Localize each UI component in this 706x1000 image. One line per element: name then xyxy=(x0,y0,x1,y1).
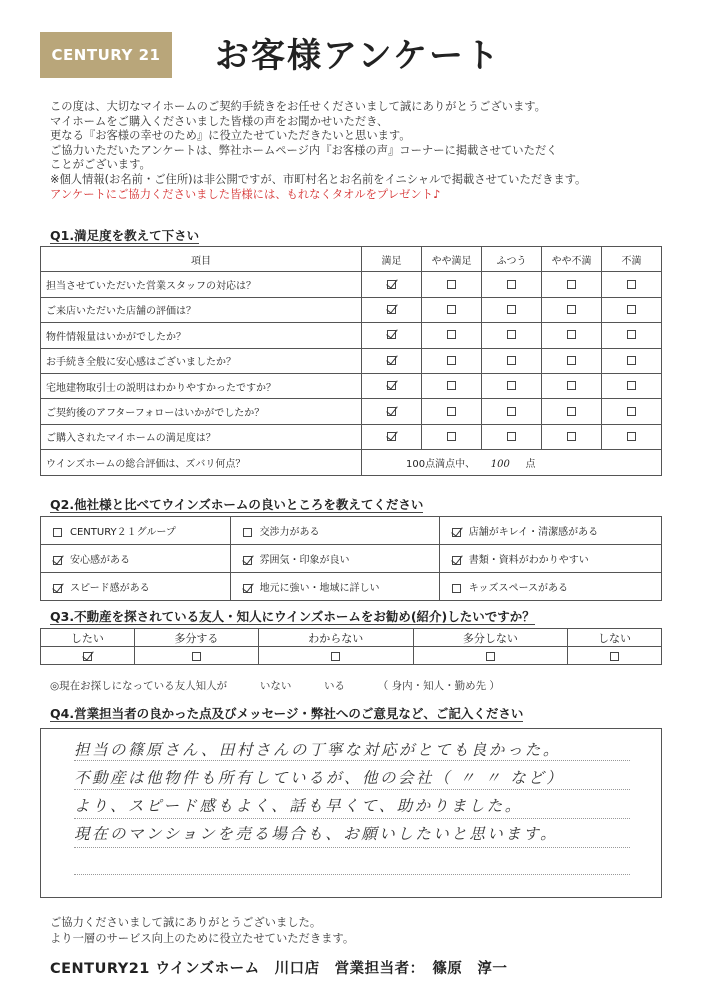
intro-line: 更なる『お客様の幸せのため』に役立たせていただきたいと思います。 xyxy=(50,129,411,143)
q1-checkbox[interactable] xyxy=(507,407,516,416)
q2-checkbox[interactable] xyxy=(452,556,461,565)
q1-cell xyxy=(362,323,422,348)
q1-checkbox[interactable] xyxy=(567,330,576,339)
q2-checkbox[interactable] xyxy=(53,584,62,593)
q1-header: やや不満 xyxy=(542,247,602,272)
handwritten-line: より、スピード感もよく、話も早くて、助かりました。 xyxy=(74,797,523,815)
q2-option[interactable] xyxy=(41,573,231,601)
q3-checkbox-row xyxy=(41,647,662,665)
q1-checkbox[interactable] xyxy=(447,330,456,339)
q2-checkbox[interactable] xyxy=(243,556,252,565)
q1-cell xyxy=(482,424,542,449)
q3-checkbox[interactable] xyxy=(610,652,619,661)
q2-checkbox[interactable] xyxy=(243,528,252,537)
q1-cell xyxy=(422,272,482,297)
towel-present-notice: アンケートにご協力くださいました皆様には、もれなくタオルをプレゼント♪ xyxy=(50,187,441,201)
intro-line: この度は、大切なマイホームのご契約手続きをお任せくださいまして誠にありがとうございます。 xyxy=(50,100,546,113)
q1-cell xyxy=(362,272,422,297)
score-suffix: 点 xyxy=(525,458,536,470)
q1-checkbox[interactable] xyxy=(447,280,456,289)
q1-score-row xyxy=(41,450,662,475)
q1-row-label: ご契約後のアフターフォローはいかがでしたか？ xyxy=(41,399,362,424)
q1-cell xyxy=(422,399,482,424)
q1-row xyxy=(41,424,662,449)
q1-checkbox[interactable] xyxy=(447,305,456,314)
q2-option[interactable] xyxy=(439,517,661,545)
q2-option-label: 地元に強い・地域に詳しい xyxy=(259,583,380,594)
q1-cell xyxy=(602,297,662,322)
intro-line: ご協力いただいたアンケートは、弊社ホームページ内『お客様の声』コーナーに掲載させていただく xyxy=(50,143,558,157)
q1-checkbox[interactable] xyxy=(507,280,516,289)
score-prefix: 100点満点中、 xyxy=(406,458,476,470)
q1-cell xyxy=(422,297,482,322)
q2-option-label: CENTURY２１グループ xyxy=(70,527,176,538)
q1-checkbox[interactable] xyxy=(507,381,516,390)
q1-cell xyxy=(362,424,422,449)
q1-row-label: 物件情報量はいかがでしたか？ xyxy=(41,323,362,348)
q1-row-label: ご購入されたマイホームの満足度は？ xyxy=(41,424,362,449)
q1-cell xyxy=(602,323,662,348)
q1-checkbox[interactable] xyxy=(387,305,396,314)
q1-checkbox[interactable] xyxy=(447,407,456,416)
intro-line: ※個人情報(お名前・ご住所)は非公開ですが、市町村名とお名前をイニシャルで掲載させていただきます。 xyxy=(50,172,587,186)
q1-cell xyxy=(542,323,602,348)
q3-cell xyxy=(413,647,568,665)
q2-option[interactable] xyxy=(230,545,439,573)
q1-checkbox[interactable] xyxy=(507,330,516,339)
friend-yes-option[interactable]: いる xyxy=(324,680,346,692)
q2-option-label: キッズスペースがある xyxy=(468,583,569,594)
dotted-line xyxy=(74,874,630,875)
q2-checkbox[interactable] xyxy=(452,528,461,537)
intro-line: マイホームをご購入くださいました皆様の声をお聞かせいただき、 xyxy=(50,114,389,128)
q2-checkbox[interactable] xyxy=(452,584,461,593)
handwritten-line: 担当の篠原さん、田村さんの丁寧な対応がとても良かった。 xyxy=(74,741,561,759)
q1-row xyxy=(41,297,662,322)
dotted-line xyxy=(74,847,630,848)
q3-header-row xyxy=(41,629,662,647)
q1-row xyxy=(41,323,662,348)
page-title: お客様アンケート xyxy=(215,36,501,76)
q1-cell xyxy=(482,399,542,424)
q1-cell xyxy=(362,399,422,424)
q1-checkbox[interactable] xyxy=(627,356,636,365)
q2-option[interactable] xyxy=(41,545,231,573)
q1-header: ふつう xyxy=(482,247,542,272)
q1-cell xyxy=(362,297,422,322)
q2-option-label: 店舗がキレイ・清潔感がある xyxy=(468,527,599,538)
q1-header: 満足 xyxy=(362,247,422,272)
q1-satisfaction-table xyxy=(40,246,662,476)
handwritten-line: 現在のマンションを売る場合も、お願いしたいと思います。 xyxy=(74,825,559,843)
q1-checkbox[interactable] xyxy=(387,280,396,289)
q3-friend-note xyxy=(50,678,500,693)
q3-checkbox[interactable] xyxy=(83,652,92,661)
q1-cell xyxy=(362,348,422,373)
q1-row-label: ご来店いただいた店舗の評価は？ xyxy=(41,297,362,322)
q1-row xyxy=(41,373,662,398)
q1-checkbox[interactable] xyxy=(627,432,636,441)
century21-logo: CENTURY 21 xyxy=(40,32,172,78)
q2-option[interactable] xyxy=(439,573,661,601)
q1-cell xyxy=(602,399,662,424)
intro-text xyxy=(50,100,586,202)
q3-title: Q3.不動産を探されている友人・知人にウインズホームをお勧め(紹介)したいですか？ xyxy=(50,609,535,624)
q3-cell xyxy=(568,647,662,665)
q1-checkbox[interactable] xyxy=(627,407,636,416)
q1-cell xyxy=(482,323,542,348)
q1-checkbox[interactable] xyxy=(507,305,516,314)
q1-score-cell xyxy=(362,450,662,475)
q2-options-table xyxy=(40,516,662,601)
q3-cell xyxy=(134,647,258,665)
q1-row-label: お手続き全般に安心感はございましたか？ xyxy=(41,348,362,373)
q1-checkbox[interactable] xyxy=(447,381,456,390)
q1-checkbox[interactable] xyxy=(567,356,576,365)
q2-option-label: 交渉力がある xyxy=(259,527,320,538)
q1-header: やや満足 xyxy=(422,247,482,272)
q2-checkbox[interactable] xyxy=(243,584,252,593)
q1-checkbox[interactable] xyxy=(567,381,576,390)
q1-checkbox[interactable] xyxy=(387,407,396,416)
q1-checkbox[interactable] xyxy=(507,356,516,365)
q1-checkbox[interactable] xyxy=(627,381,636,390)
q2-checkbox[interactable] xyxy=(53,528,62,537)
q2-row xyxy=(41,545,662,573)
q1-checkbox[interactable] xyxy=(627,280,636,289)
dotted-line xyxy=(74,818,630,819)
footer-service: より一層のサービス向上のために役立たせていただきます。 xyxy=(50,932,355,945)
q3-header: 多分する xyxy=(134,629,258,647)
q1-checkbox[interactable] xyxy=(387,356,396,365)
q1-row xyxy=(41,348,662,373)
q1-cell xyxy=(422,348,482,373)
q3-header: しない xyxy=(568,629,662,647)
q2-title: Q2.他社様と比べてウインズホームの良いところを教えてください xyxy=(50,497,424,512)
q3-cell xyxy=(41,647,135,665)
q1-cell xyxy=(542,373,602,398)
q1-row xyxy=(41,272,662,297)
q1-checkbox[interactable] xyxy=(567,305,576,314)
friend-relation-options[interactable]: （ 身内・知人・勤め先 ） xyxy=(377,680,500,692)
q1-checkbox[interactable] xyxy=(387,381,396,390)
q2-row xyxy=(41,517,662,545)
q3-header: 多分しない xyxy=(413,629,568,647)
q3-recommend-table xyxy=(40,628,662,665)
q1-cell xyxy=(542,297,602,322)
q1-checkbox[interactable] xyxy=(567,432,576,441)
q1-checkbox[interactable] xyxy=(387,330,396,339)
q1-cell xyxy=(422,373,482,398)
q1-checkbox[interactable] xyxy=(447,356,456,365)
q3-checkbox[interactable] xyxy=(331,652,340,661)
q1-cell xyxy=(542,272,602,297)
q2-option-label: 雰囲気・印象が良い xyxy=(259,555,350,566)
q1-cell xyxy=(482,348,542,373)
q1-checkbox[interactable] xyxy=(567,407,576,416)
q1-checkbox[interactable] xyxy=(387,432,396,441)
q1-row xyxy=(41,399,662,424)
q3-cell xyxy=(259,647,414,665)
q1-header-row xyxy=(41,247,662,272)
q2-option-label: スピード感がある xyxy=(70,583,150,594)
q1-cell xyxy=(602,272,662,297)
q2-option-label: 書類・資料がわかりやすい xyxy=(468,555,589,566)
intro-line: ことがございます。 xyxy=(50,158,151,172)
q2-option-label: 安心感がある xyxy=(70,555,130,566)
q1-row-label: 担当させていただいた営業スタッフの対応は？ xyxy=(41,272,362,297)
q2-row xyxy=(41,573,662,601)
q1-checkbox[interactable] xyxy=(627,305,636,314)
q1-checkbox[interactable] xyxy=(567,280,576,289)
q1-checkbox[interactable] xyxy=(507,432,516,441)
q1-header-item: 項目 xyxy=(41,247,362,272)
score-value[interactable]: 100 xyxy=(490,458,510,470)
q3-checkbox[interactable] xyxy=(486,652,495,661)
q2-option[interactable] xyxy=(41,517,231,545)
q2-option[interactable] xyxy=(230,573,439,601)
q1-title: Q1.満足度を教えて下さい xyxy=(50,228,200,243)
q1-cell xyxy=(542,424,602,449)
q2-option[interactable] xyxy=(439,545,661,573)
q2-checkbox[interactable] xyxy=(53,556,62,565)
q1-cell xyxy=(602,373,662,398)
q3-header: わからない xyxy=(259,629,414,647)
q1-cell xyxy=(422,323,482,348)
q4-title: Q4.営業担当者の良かった点及びメッセージ・弊社へのご意見など、ご記入ください xyxy=(50,706,524,721)
q1-cell xyxy=(542,399,602,424)
q1-score-label: ウインズホームの総合評価は、ズバリ何点？ xyxy=(41,450,362,475)
q1-row-label: 宅地建物取引士の説明はわかりやすかったですか？ xyxy=(41,373,362,398)
q3-header: したい xyxy=(41,629,135,647)
q1-cell xyxy=(362,373,422,398)
dotted-line xyxy=(74,789,630,790)
q1-checkbox[interactable] xyxy=(627,330,636,339)
q1-cell xyxy=(542,348,602,373)
q3-checkbox[interactable] xyxy=(192,652,201,661)
friend-note-label: ◎現在お探しになっている友人知人が xyxy=(50,680,228,692)
q1-checkbox[interactable] xyxy=(447,432,456,441)
footer-thanks: ご協力くださいまして誠にありがとうございました。 xyxy=(50,916,322,929)
staff-signature: CENTURY21 ウインズホーム 川口店 営業担当者： 篠原 淳一 xyxy=(50,961,508,977)
handwritten-line: 不動産は他物件も所有しているが、他の会社（ 〃 〃 など） xyxy=(74,769,565,787)
q2-option[interactable] xyxy=(230,517,439,545)
q1-header: 不満 xyxy=(602,247,662,272)
q1-cell xyxy=(482,297,542,322)
q1-cell xyxy=(602,424,662,449)
q1-cell xyxy=(422,424,482,449)
dotted-line xyxy=(74,760,630,761)
q1-cell xyxy=(482,373,542,398)
friend-none-option[interactable]: いない xyxy=(259,680,292,692)
q1-cell xyxy=(602,348,662,373)
q1-cell xyxy=(482,272,542,297)
